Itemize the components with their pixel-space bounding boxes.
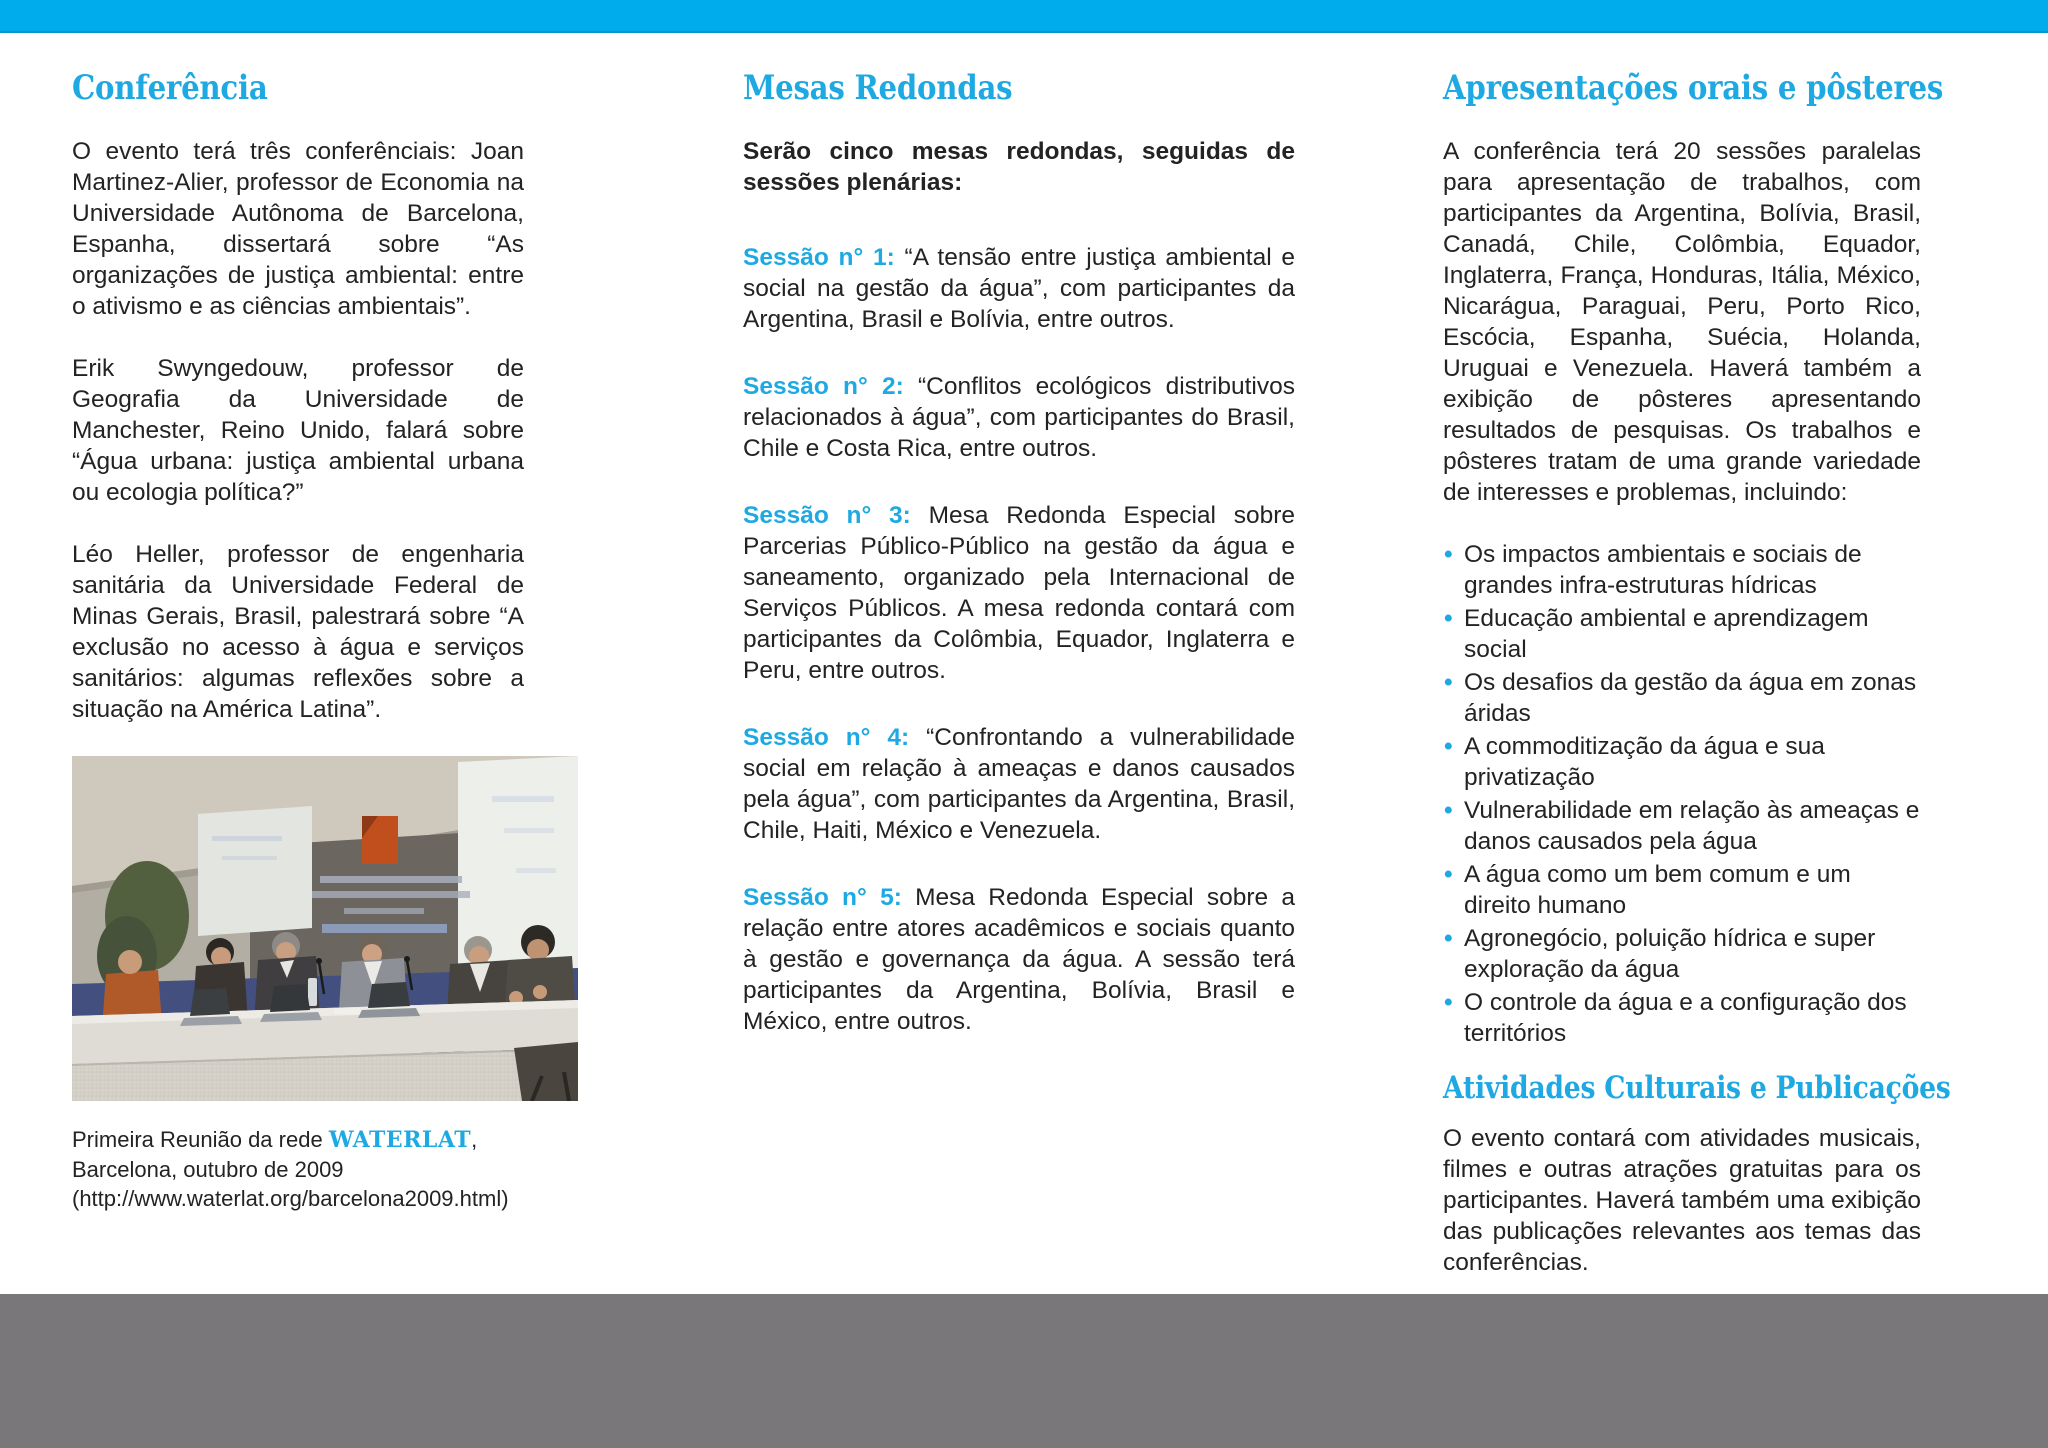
activities-heading <box>1443 1069 1951 1107</box>
activities-heading-text: Atividades Culturais e Publicações <box>1443 1070 1951 1106</box>
top-accent-bar <box>0 0 2048 33</box>
session-5-label: Sessão n° 5: <box>743 884 902 911</box>
session-4 <box>743 722 1295 846</box>
roundtables-column <box>743 68 1295 1073</box>
presentations-heading-text: Apresentações orais e pôsteres <box>1443 68 1944 108</box>
topic-bullet-item: • O controle da água e a configuração dos territórios <box>1443 987 1921 1049</box>
footer-bar <box>0 1294 2048 1448</box>
conference-heading-text: Conferência <box>72 68 268 108</box>
topic-bullet-item: • A commoditização da água e sua privatização <box>1443 731 1921 793</box>
roundtables-heading-text: Mesas Redondas <box>743 68 1013 108</box>
waterlat-brand: WATERLAT <box>328 1127 472 1153</box>
activities-text: O evento contará com atividades musicais, filmes e outras atrações gratuitas para os participantes. Haverá também uma exibição das publicações relevantes aos temas das conferências. <box>1443 1125 1921 1276</box>
conference-panel-photo-illustration <box>72 756 578 1101</box>
topic-bullet-item: • Os desafios da gestão da água em zonas áridas <box>1443 667 1921 729</box>
presentations-column <box>1443 68 1951 1309</box>
photo-caption-text-2: , Barcelona, outubro de 2009 <box>72 1127 478 1182</box>
roundtables-intro: Serão cinco mesas redondas, seguidas de sessões plenárias: <box>743 138 1295 196</box>
topic-bullet-item: • Agronegócio, poluição hídrica e super exploração da água <box>1443 923 1921 985</box>
session-3 <box>743 500 1295 686</box>
session-5 <box>743 882 1295 1037</box>
topic-bullet-item: • Os impactos ambientais e sociais de grandes infra-estruturas hídricas <box>1443 539 1921 601</box>
session-3-label: Sessão n° 3: <box>743 502 911 529</box>
conference-paragraph-3: Léo Heller, professor de engenharia sanitária da Universidade Federal de Minas Gerais, Brasil, palestrará sobre “A exclusão no acesso à água e serviços sanitários: algumas reflexões sobre a situação na América Latina”. <box>72 541 524 723</box>
conference-column <box>72 68 524 1213</box>
topic-bullet-item: • Educação ambiental e aprendizagem social <box>1443 603 1921 665</box>
session-2-label: Sessão n° 2: <box>743 373 904 400</box>
photo-caption-text: Primeira Reunião da rede <box>72 1127 329 1152</box>
photo-caption <box>72 1125 524 1213</box>
session-3-text: Mesa Redonda Especial sobre Parcerias Público-Público na gestão da água e saneamento, organizado pela Internacional de Serviços Públicos. A mesa redonda contará com participantes da Colômbia, Equador, Inglaterra e Peru, entre outros. <box>743 502 1295 684</box>
session-4-label: Sessão n° 4: <box>743 724 910 751</box>
topics-list <box>1443 539 1921 1049</box>
conference-heading <box>72 68 524 108</box>
conference-paragraph-2: Erik Swyngedouw, professor de Geografia da Universidade de Manchester, Reino Unido, falará sobre “Água urbana: justiça ambiental urbana ou ecologia política?” <box>72 355 524 506</box>
conference-panel-photo <box>72 756 578 1101</box>
presentations-intro: A conferência terá 20 sessões paralelas para apresentação de trabalhos, com participantes da Argentina, Bolívia, Brasil, Canadá, Chile, Colômbia, Equador, Inglaterra, França, Honduras, Itália, México, Nicarágua, Paraguai, Peru, Porto Rico, Escócia, Espanha, Suécia, Holanda, Uruguai e Venezuela. Haverá também a exibição de pôsteres apresentando resultados de pesquisas. Os trabalhos e pôsteres tratam de uma grande variedade de interesses e problemas, incluindo: <box>1443 138 1921 506</box>
session-2-text: “Conflitos ecológicos distributivos relacionados à água”, com participantes do Brasil, Chile e Costa Rica, entre outros. <box>743 373 1295 462</box>
session-1-text: “A tensão entre justiça ambiental e social na gestão da água”, com participantes da Argentina, Brasil e Bolívia, entre outros. <box>743 244 1296 333</box>
roundtables-heading <box>743 68 1295 108</box>
session-2 <box>743 371 1295 464</box>
conference-paragraph-1: O evento terá três conferênciais: Joan Martinez-Alier, professor de Economia na Universidade Autônoma de Barcelona, Espanha, dissertará sobre “As organizações de justiça ambiental: entre o ativismo e as ciências ambientais”. <box>72 138 524 320</box>
session-4-text: “Confrontando a vulnerabilidade social em relação à ameaças e danos causados pela água”, com participantes da Argentina, Brasil, Chile, Haiti, México e Venezuela. <box>743 724 1295 844</box>
presentations-heading <box>1443 68 1944 108</box>
session-5-text: Mesa Redonda Especial sobre a relação entre atores acadêmicos e sociais quanto à gestão e governança da água. A sessão terá participantes da Argentina, Bolívia, Brasil e México, entre outros. <box>743 884 1295 1035</box>
topic-bullet-item: • A água como um bem comum e um direito humano <box>1443 859 1921 921</box>
topic-bullet-item: • Vulnerabilidade em relação às ameaças e danos causados pela água <box>1443 795 1921 857</box>
session-1 <box>743 242 1295 335</box>
session-1-label: Sessão n° 1: <box>743 244 895 271</box>
photo-caption-url: (http://www.waterlat.org/barcelona2009.html) <box>72 1186 509 1211</box>
